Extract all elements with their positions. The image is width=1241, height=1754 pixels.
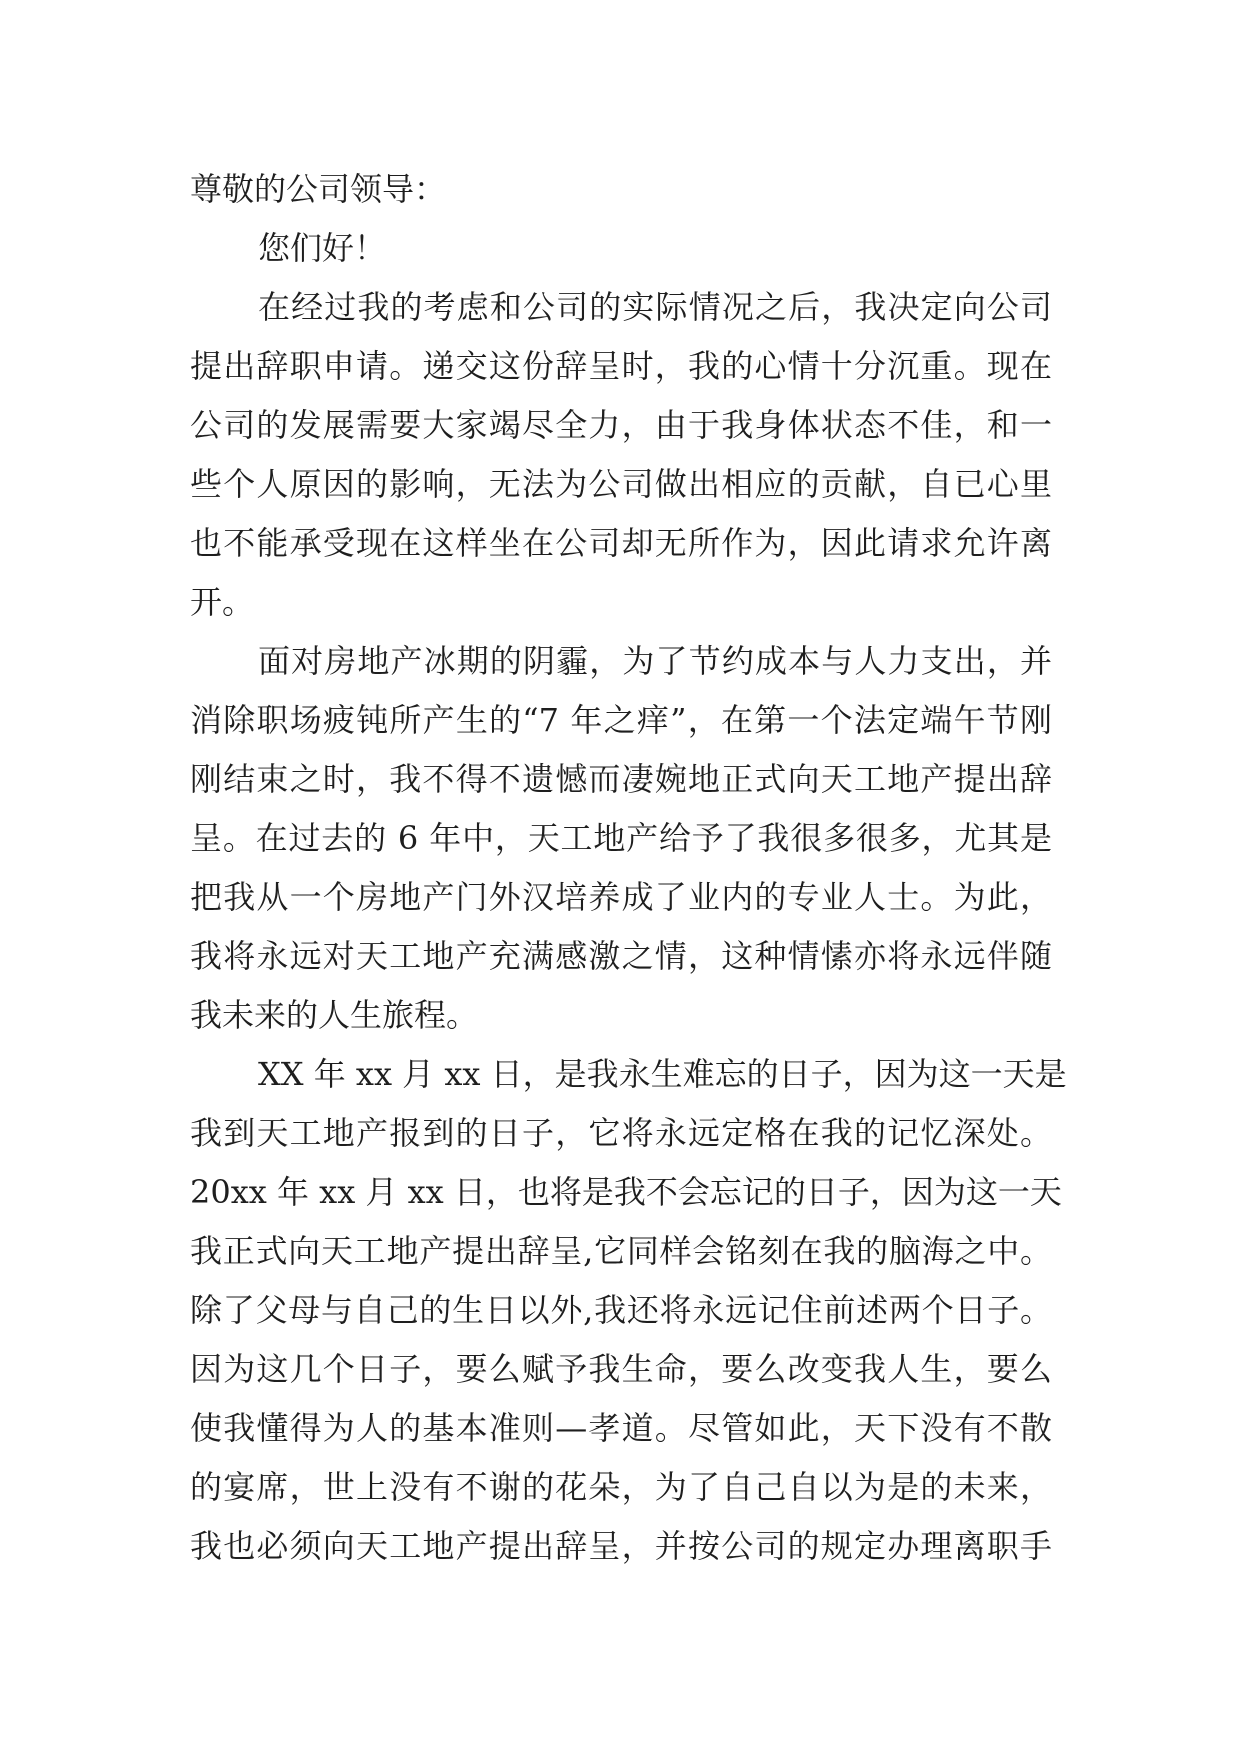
paragraph-2	[190, 632, 1052, 1045]
text-line: 提出辞职申请。递交这份辞呈时，我的心情十分沉重。现在	[190, 347, 1052, 385]
text-line: 些个人原因的影响，无法为公司做出相应的贡献，自已心里	[190, 465, 1052, 503]
text-line: 我正式向天工地产提出辞呈,它同样会铭刻在我的脑海之中。	[190, 1232, 1052, 1270]
paragraph-3	[190, 1045, 1067, 1576]
text-line: 我到天工地产报到的日子，它将永远定格在我的记忆深处。	[190, 1114, 1052, 1152]
text-line: 消除职场疲钝所产生的“7 年之痒”，在第一个法定端午节刚	[190, 701, 1052, 739]
text-line: 面对房地产冰期的阴霾，为了节约成本与人力支出，并	[258, 642, 1052, 680]
text-line: 20xx 年 xx 月 xx 日，也将是我不会忘记的日子，因为这一天	[190, 1173, 1062, 1211]
text-line: 我将永远对天工地产充满感激之情，这种情愫亦将永远伴随	[190, 937, 1052, 975]
text-line: 的宴席，世上没有不谢的花朵，为了自己自以为是的未来，	[190, 1468, 1052, 1506]
text-line: XX 年 xx 月 xx 日，是我永生难忘的日子，因为这一天是	[258, 1055, 1067, 1093]
text-line: 刚结束之时，我不得不遗憾而凄婉地正式向天工地产提出辞	[190, 760, 1052, 798]
text-line: 我也必须向天工地产提出辞呈，并按公司的规定办理离职手	[190, 1527, 1052, 1565]
text-line: 开。	[190, 583, 255, 621]
text-line: 因为这几个日子，要么赋予我生命，要么改变我人生，要么	[190, 1350, 1052, 1388]
text-line: 在经过我的考虑和公司的实际情况之后，我决定向公司	[258, 288, 1052, 326]
letter-body	[190, 160, 1067, 1576]
text-line: 公司的发展需要大家竭尽全力，由于我身体状态不佳，和一	[190, 406, 1052, 444]
salutation: 尊敬的公司领导：	[190, 170, 447, 208]
text-line: 我未来的人生旅程。	[190, 996, 479, 1034]
text-line: 除了父母与自己的生日以外,我还将永远记住前述两个日子。	[190, 1291, 1052, 1329]
text-line: 把我从一个房地产门外汉培养成了业内的专业人士。为此，	[190, 878, 1052, 916]
text-line: 使我懂得为人的基本准则—孝道。尽管如此，天下没有不散	[190, 1409, 1052, 1447]
text-line: 呈。在过去的 6 年中，天工地产给予了我很多很多，尤其是	[190, 819, 1052, 857]
text-line: 也不能承受现在这样坐在公司却无所作为，因此请求允许离	[190, 524, 1052, 562]
greeting: 您们好！	[258, 229, 387, 267]
paragraph-1	[190, 278, 1052, 632]
